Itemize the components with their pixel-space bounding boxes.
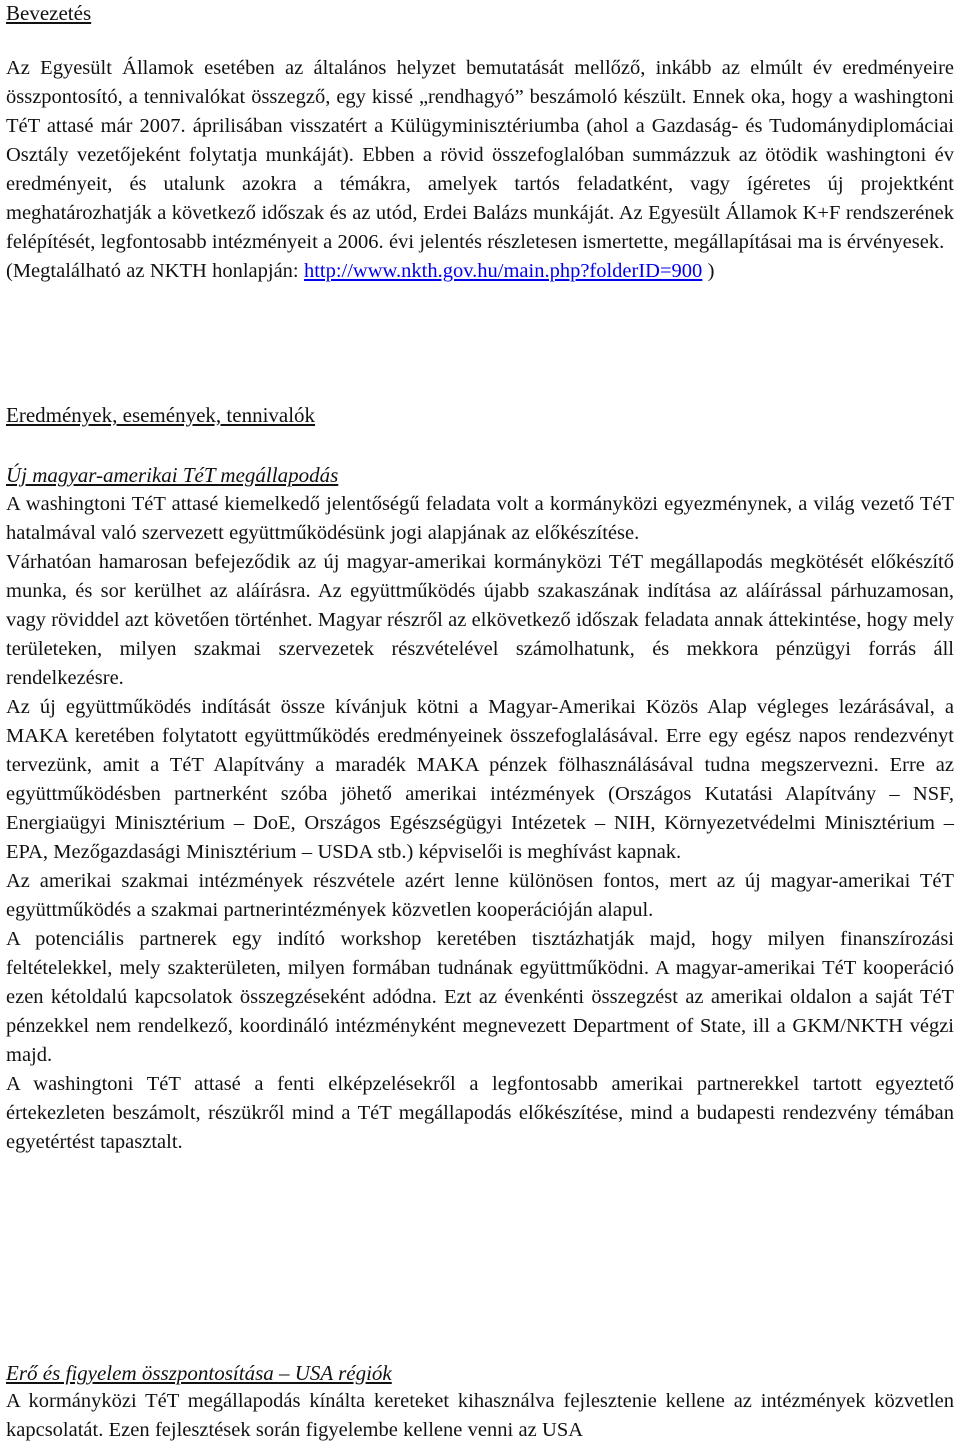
nkth-link[interactable]: http://www.nkth.gov.hu/main.php?folderID=900 (303, 260, 703, 282)
section-heading-intro: Bevezetés (6, 1, 92, 25)
results-paragraph-4: Az amerikai szakmai intézmények részvétele azért lenne különösen fontos, mert az új magyar-amerikai TéT együttműködés a szakmai partnerintézmények közvetlen kooperációján alapul. (6, 870, 954, 921)
results-paragraph-5: A potenciális partnerek egy indító workshop keretében tisztázhatják majd, hogy milyen finanszírozási feltételekkel, mely szakterületen, milyen formában tudnának együttműködni. A magyar-amerikai TéT kooperáció ezen kétoldalú kapcsolatok összegzéseként adódna. Ezt az évenkénti összegzést az amerikai oldalon a saját TéT pénzekkel nem rendelkező, koordináló intézményként megnevezett Department of State, ill a GKM/NKTH végzi majd. (6, 928, 954, 1066)
results-paragraph-2: Várhatóan hamarosan befejeződik az új magyar-amerikai kormányközi TéT megállapodás megkötését előkészítő munka, és sor kerülhet az aláírásra. Az együttműködés újabb szakaszának indítása az aláírással párhuzamosan, vagy röviddel azt követően történhet. Magyar részről az elkövetkező időszak feladata annak áttekintése, hogy mely területeken, milyen szakmai szervezetek részvételével számolhatunk, és mekkora pénzügyi forrás áll rendelkezésre. (6, 551, 954, 689)
section-heading-results: Eredmények, események, tennivalók (6, 403, 316, 427)
subheading-usa-regions: Erő és figyelem összpontosítása – USA régiók (6, 1361, 392, 1385)
link-suffix-text: ) (702, 260, 715, 282)
intro-paragraph (6, 54, 954, 286)
results-paragraph-6: A washingtoni TéT attasé a fenti elképzelésekről a legfontosabb amerikai partnerekkel tartott egyeztető értekezleten beszámolt, részükről mind a TéT megállapodás előkészítése, mind a budapesti rendezvény témában egyetértést tapasztalt. (6, 1073, 954, 1153)
subheading-new-agreement: Új magyar-amerikai TéT megállapodás (6, 463, 339, 487)
results-body (6, 490, 954, 1157)
intro-paragraph-text: Az Egyesült Államok esetében az általános helyzet bemutatását mellőző, inkább az elmúlt év eredményeire összpontosító, a tennivalókat összegző, egy kissé „rendhagyó” beszámoló készült. Ennek oka, hogy a washingtoni TéT attasé már 2007. áprilisában visszatért a Külügyminisztériumba (ahol a Gazdaság- és Tudománydiplomáciai Osztály vezetőjeként folytatja munkáját). Ebben a rövid összefoglalóban summázzuk az ötödik washingtoni év eredményeit, és utalunk azokra a témákra, amelyek tartós feladatként, vagy ígéretes új projektként meghatározhatják a következő időszak és az utód, Erdei Balázs munkáját. Az Egyesült Államok K+F rendszerének felépítését, legfontosabb intézményeit a 2006. évi jelentés részletesen ismertette, megállapításai ma is érvényesek. (6, 57, 954, 253)
regions-paragraph: A kormányközi TéT megállapodás kínálta kereteket kihasználva fejlesztenie kellene az intézmények közvetlen kapcsolatát. Ezen fejlesztések során figyelembe kellene venni az USA (6, 1390, 954, 1441)
results-paragraph-1: A washingtoni TéT attasé kiemelkedő jelentőségű feladata volt a kormányközi egyezménynek, a világ vezető TéT hatalmával való szervezett együttműködésünk jogi alapjának az előkészítése. (6, 493, 954, 544)
results-paragraph-3: Az új együttműködés indítását össze kívánjuk kötni a Magyar-Amerikai Közös Alap végleges lezárásával, a MAKA keretében folytatott együttműködés eredményeinek összefoglalásával. Erre egy egész napos rendezvényt tervezünk, amit a TéT Alapítvány a maradék MAKA pénzek fölhasználásával tudna megszervezni. Erre az együttműködésben partnerként szóba jöhető amerikai intézmények (Országos Kutatási Alapítvány – NSF, Energiaügyi Minisztérium – DoE, Országos Egészségügyi Intézetek – NIH, Környezetvédelmi Minisztérium – EPA, Mezőgazdasági Minisztérium – USDA stb.) képviselői is meghívást kapnak. (6, 696, 954, 863)
link-prefix-text: (Megtalálható az NKTH honlapján: (6, 260, 304, 282)
